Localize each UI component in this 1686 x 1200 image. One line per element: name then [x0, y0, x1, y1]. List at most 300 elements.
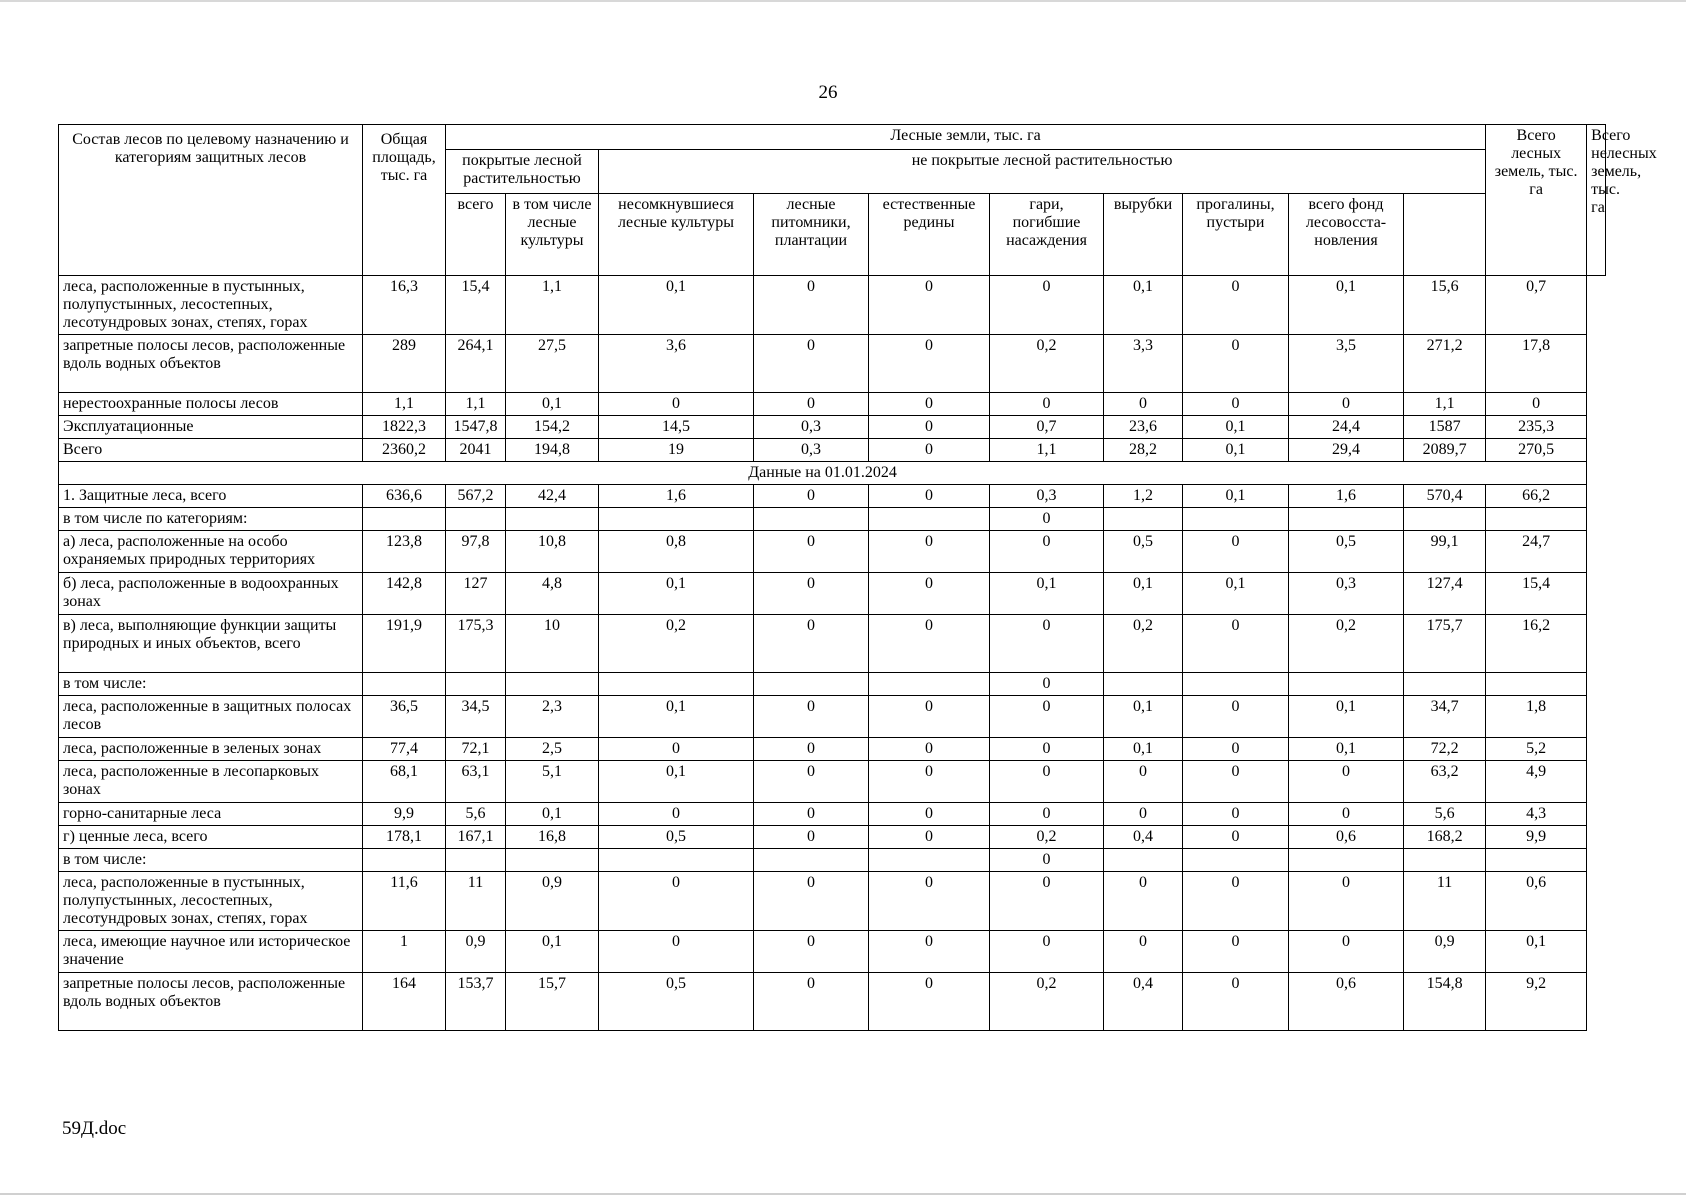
cell-value: 0: [869, 761, 990, 803]
cell-value: 0: [869, 531, 990, 573]
cell-value: 0,1: [506, 803, 599, 826]
cell-value: 178,1: [363, 826, 446, 849]
cell-value: 0: [754, 485, 869, 508]
row-label: запретные полосы лесов, расположенные вдоль водных объектов: [59, 335, 363, 393]
header-not-covered: не покрытые лесной растительностью: [599, 150, 1486, 194]
cell-value: 23,6: [1104, 416, 1183, 439]
row-label: в том числе по категориям:: [59, 508, 363, 531]
cell-value: 5,6: [446, 803, 506, 826]
cell-value: 0,2: [990, 826, 1104, 849]
cell-value: 0,1: [1183, 485, 1289, 508]
cell-value: [1104, 849, 1183, 872]
cell-value: 99,1: [1404, 531, 1486, 573]
cell-value: 0: [1104, 931, 1183, 973]
cell-value: 0: [1183, 826, 1289, 849]
cell-value: [363, 508, 446, 531]
row-label: леса, расположенные в защитных полосах лесов: [59, 696, 363, 738]
cell-value: 0,1: [1104, 696, 1183, 738]
cell-value: 5,6: [1404, 803, 1486, 826]
cell-value: [1289, 849, 1404, 872]
cell-value: 72,2: [1404, 738, 1486, 761]
cell-value: 175,7: [1404, 615, 1486, 673]
cell-value: 289: [363, 335, 446, 393]
cell-value: 0,1: [1486, 931, 1587, 973]
cell-value: 0: [990, 761, 1104, 803]
cell-value: 0,3: [1289, 573, 1404, 615]
cell-value: 72,1: [446, 738, 506, 761]
cell-value: [1486, 508, 1587, 531]
cell-value: 0: [1289, 872, 1404, 931]
cell-value: 34,5: [446, 696, 506, 738]
cell-value: 2089,7: [1404, 439, 1486, 462]
section-title: Данные на 01.01.2024: [59, 462, 1587, 485]
cell-value: 0: [990, 508, 1104, 531]
cell-value: 570,4: [1404, 485, 1486, 508]
table-row: [59, 673, 1606, 696]
cell-value: [869, 849, 990, 872]
cell-value: 1,1: [506, 276, 599, 335]
cell-value: 14,5: [599, 416, 754, 439]
cell-value: 0: [754, 615, 869, 673]
cell-value: 27,5: [506, 335, 599, 393]
cell-value: 0: [754, 573, 869, 615]
cell-value: 0: [1104, 761, 1183, 803]
footer-filename: 59Д.doc: [62, 1118, 127, 1139]
cell-value: 0: [599, 803, 754, 826]
cell-value: 0,3: [754, 416, 869, 439]
cell-value: 0: [869, 573, 990, 615]
cell-value: 153,7: [446, 973, 506, 1031]
header-glades: прогалины, пустыри: [1183, 194, 1289, 276]
cell-value: 0: [754, 931, 869, 973]
cell-value: 0,1: [1104, 573, 1183, 615]
cell-value: 0: [869, 335, 990, 393]
cell-value: 0,4: [1104, 973, 1183, 1031]
table-row: [59, 761, 1606, 803]
header-forest-lands: Лесные земли, тыс. га: [446, 125, 1486, 150]
cell-value: 0: [1183, 931, 1289, 973]
cell-value: 0: [1183, 696, 1289, 738]
cell-value: 11,6: [363, 872, 446, 931]
cell-value: 0,1: [1183, 439, 1289, 462]
table-row: [59, 931, 1606, 973]
header-unclosed-cultures: несомкнувшиеся лесные культуры: [599, 194, 754, 276]
cell-value: 0,2: [990, 335, 1104, 393]
row-label: в) леса, выполняющие функции защиты природных и иных объектов, всего: [59, 615, 363, 673]
cell-value: 0,2: [990, 973, 1104, 1031]
cell-value: 1,1: [446, 393, 506, 416]
cell-value: 271,2: [1404, 335, 1486, 393]
cell-value: 0: [990, 803, 1104, 826]
cell-value: 0: [1183, 803, 1289, 826]
cell-value: 0: [1183, 393, 1289, 416]
scan-edge-bottom: [0, 1193, 1686, 1195]
cell-value: 0: [990, 393, 1104, 416]
cell-value: 1,1: [1404, 393, 1486, 416]
cell-value: [446, 508, 506, 531]
cell-value: 11: [446, 872, 506, 931]
cell-value: [1289, 673, 1404, 696]
row-label: запретные полосы лесов, расположенные вдоль водных объектов: [59, 973, 363, 1031]
cell-value: 0: [869, 803, 990, 826]
cell-value: 636,6: [363, 485, 446, 508]
row-label: б) леса, расположенные в водоохранных зонах: [59, 573, 363, 615]
cell-value: 167,1: [446, 826, 506, 849]
row-label: нерестоохранные полосы лесов: [59, 393, 363, 416]
cell-value: 0: [754, 872, 869, 931]
cell-value: 1: [363, 931, 446, 973]
cell-value: [754, 849, 869, 872]
cell-value: 264,1: [446, 335, 506, 393]
table-row: [59, 508, 1606, 531]
header-sparse: естественные редины: [869, 194, 990, 276]
table-row: [59, 973, 1606, 1031]
cell-value: 0: [754, 335, 869, 393]
cell-value: 15,4: [446, 276, 506, 335]
cell-value: 0: [990, 872, 1104, 931]
cell-value: 0: [1183, 738, 1289, 761]
header-total-area: Общая площадь, тыс. га: [363, 125, 446, 276]
cell-value: 1587: [1404, 416, 1486, 439]
cell-value: 0: [1183, 872, 1289, 931]
table-row: [59, 849, 1606, 872]
row-label: Эксплуатационные: [59, 416, 363, 439]
cell-value: [1486, 673, 1587, 696]
cell-value: [446, 673, 506, 696]
cell-value: 2041: [446, 439, 506, 462]
cell-value: 2,3: [506, 696, 599, 738]
cell-value: 0: [599, 738, 754, 761]
cell-value: [363, 849, 446, 872]
cell-value: 0: [990, 849, 1104, 872]
forest-composition-table: [58, 124, 1657, 1031]
cell-value: 2,5: [506, 738, 599, 761]
cell-value: 0: [754, 276, 869, 335]
header-covered-all: всего: [446, 194, 506, 276]
cell-value: 2360,2: [363, 439, 446, 462]
table-row: [59, 531, 1606, 573]
cell-value: 0: [599, 931, 754, 973]
row-label: г) ценные леса, всего: [59, 826, 363, 849]
table-row: [59, 872, 1606, 931]
cell-value: 1,6: [1289, 485, 1404, 508]
cell-value: 0: [990, 696, 1104, 738]
cell-value: 0,1: [506, 931, 599, 973]
cell-value: [754, 673, 869, 696]
cell-value: [599, 508, 754, 531]
table-row: [59, 573, 1606, 615]
cell-value: [1183, 508, 1289, 531]
header-total-nonforest-lands: Всего нелесных земель, тыс. га: [1587, 125, 1606, 276]
scan-edge-top: [0, 0, 1686, 2]
cell-value: 0: [1183, 276, 1289, 335]
cell-value: 154,2: [506, 416, 599, 439]
cell-value: 164: [363, 973, 446, 1031]
cell-value: 0: [869, 872, 990, 931]
table-row: [59, 803, 1606, 826]
cell-value: 0: [599, 393, 754, 416]
cell-value: 127: [446, 573, 506, 615]
row-label: Всего: [59, 439, 363, 462]
cell-value: [1289, 508, 1404, 531]
table-body-top: [59, 276, 1606, 462]
cell-value: 168,2: [1404, 826, 1486, 849]
cell-value: 0,7: [990, 416, 1104, 439]
cell-value: 1,1: [363, 393, 446, 416]
cell-value: 0,1: [1289, 276, 1404, 335]
cell-value: 0: [754, 738, 869, 761]
cell-value: 0: [869, 738, 990, 761]
cell-value: 9,9: [1486, 826, 1587, 849]
table-row: [59, 335, 1606, 393]
cell-value: 0: [1289, 393, 1404, 416]
cell-value: 0: [1183, 335, 1289, 393]
cell-value: 0,3: [754, 439, 869, 462]
row-label: леса, расположенные в зеленых зонах: [59, 738, 363, 761]
cell-value: 0,9: [1404, 931, 1486, 973]
cell-value: 127,4: [1404, 573, 1486, 615]
cell-value: 66,2: [1486, 485, 1587, 508]
cell-value: 0,6: [1289, 826, 1404, 849]
row-label: горно-санитарные леса: [59, 803, 363, 826]
table-row: [59, 826, 1606, 849]
cell-value: 5,1: [506, 761, 599, 803]
cell-value: [363, 673, 446, 696]
cell-value: 0: [869, 416, 990, 439]
row-label: леса, расположенные в лесопарковых зонах: [59, 761, 363, 803]
cell-value: 0,1: [599, 276, 754, 335]
cell-value: 0: [1183, 615, 1289, 673]
cell-value: [754, 508, 869, 531]
cell-value: 10: [506, 615, 599, 673]
cell-value: 24,4: [1289, 416, 1404, 439]
cell-value: 194,8: [506, 439, 599, 462]
cell-value: 1547,8: [446, 416, 506, 439]
cell-value: 175,3: [446, 615, 506, 673]
cell-value: 0: [1104, 393, 1183, 416]
cell-value: 15,6: [1404, 276, 1486, 335]
cell-value: [1104, 673, 1183, 696]
cell-value: 0: [869, 973, 990, 1031]
cell-value: 0: [869, 485, 990, 508]
cell-value: 68,1: [363, 761, 446, 803]
cell-value: 0,9: [506, 872, 599, 931]
cell-value: 0,2: [1289, 615, 1404, 673]
cell-value: [599, 673, 754, 696]
forest-table-container: [58, 124, 1657, 1031]
cell-value: 0,5: [1289, 531, 1404, 573]
cell-value: 191,9: [363, 615, 446, 673]
row-label: в том числе:: [59, 673, 363, 696]
row-label: леса, расположенные в пустынных, полупустынных, лесостепных, лесотундровых зонах, степях, горах: [59, 872, 363, 931]
cell-value: 0,6: [1289, 973, 1404, 1031]
cell-value: 270,5: [1486, 439, 1587, 462]
cell-value: 0: [1104, 803, 1183, 826]
cell-value: 0,5: [599, 826, 754, 849]
cell-value: 0: [1289, 931, 1404, 973]
cell-value: 0: [869, 276, 990, 335]
cell-value: 0,3: [990, 485, 1104, 508]
table-body-bottom: [59, 485, 1606, 1031]
cell-value: 9,9: [363, 803, 446, 826]
row-label: леса, расположенные в пустынных, полупустынных, лесостепных, лесотундровых зонах, степях, горах: [59, 276, 363, 335]
cell-value: [1404, 849, 1486, 872]
cell-value: 10,8: [506, 531, 599, 573]
table-row: [59, 615, 1606, 673]
cell-value: 77,4: [363, 738, 446, 761]
cell-value: 0: [869, 826, 990, 849]
cell-value: 0: [599, 872, 754, 931]
header-composition: Состав лесов по целевому назначению и категориям защитных лесов: [59, 125, 363, 276]
cell-value: 0: [869, 439, 990, 462]
cell-value: 0: [754, 826, 869, 849]
header-nurseries: лесные питомники, плантации: [754, 194, 869, 276]
cell-value: [1404, 508, 1486, 531]
cell-value: 0,1: [990, 573, 1104, 615]
cell-value: 0,9: [446, 931, 506, 973]
table-row: [59, 485, 1606, 508]
cell-value: [506, 673, 599, 696]
cell-value: 3,5: [1289, 335, 1404, 393]
cell-value: 0: [869, 696, 990, 738]
cell-value: [506, 849, 599, 872]
cell-value: 36,5: [363, 696, 446, 738]
cell-value: 0: [1183, 531, 1289, 573]
cell-value: 63,2: [1404, 761, 1486, 803]
cell-value: 16,8: [506, 826, 599, 849]
page-number: 26: [818, 82, 838, 103]
cell-value: 0: [1183, 973, 1289, 1031]
cell-value: 15,7: [506, 973, 599, 1031]
cell-value: 0,1: [1104, 738, 1183, 761]
table-row: [59, 393, 1606, 416]
cell-value: [506, 508, 599, 531]
header-total-forest-lands: Всего лесных земель, тыс. га: [1486, 125, 1587, 276]
cell-value: 4,8: [506, 573, 599, 615]
cell-value: 0: [869, 393, 990, 416]
cell-value: 0: [1289, 761, 1404, 803]
cell-value: 16,2: [1486, 615, 1587, 673]
cell-value: 0: [754, 696, 869, 738]
cell-value: 0: [1486, 393, 1587, 416]
cell-value: 11: [1404, 872, 1486, 931]
cell-value: 235,3: [1486, 416, 1587, 439]
cell-value: 29,4: [1289, 439, 1404, 462]
cell-value: 3,6: [599, 335, 754, 393]
cell-value: 3,3: [1104, 335, 1183, 393]
cell-value: [1404, 673, 1486, 696]
table-row: [59, 276, 1606, 335]
cell-value: [869, 673, 990, 696]
header-covered: покрытые лесной растительностью: [446, 150, 599, 194]
cell-value: 97,8: [446, 531, 506, 573]
cell-value: [869, 508, 990, 531]
row-label: 1. Защитные леса, всего: [59, 485, 363, 508]
cell-value: 0,4: [1104, 826, 1183, 849]
row-label: а) леса, расположенные на особо охраняемых природных территориях: [59, 531, 363, 573]
cell-value: 0: [754, 803, 869, 826]
cell-value: 154,8: [1404, 973, 1486, 1031]
cell-value: 0: [1104, 872, 1183, 931]
cell-value: 0: [990, 738, 1104, 761]
cell-value: 0,1: [1183, 573, 1289, 615]
cell-value: [1183, 673, 1289, 696]
cell-value: 0: [754, 393, 869, 416]
table-row: [59, 738, 1606, 761]
cell-value: 0,1: [1183, 416, 1289, 439]
cell-value: 9,2: [1486, 973, 1587, 1031]
header-reforest-fund: всего фонд лесовосстановления: [1289, 194, 1404, 276]
cell-value: 0: [754, 761, 869, 803]
cell-value: 17,8: [1486, 335, 1587, 393]
cell-value: 0,1: [1289, 738, 1404, 761]
table-row: [59, 696, 1606, 738]
cell-value: 0,2: [599, 615, 754, 673]
cell-value: 1,8: [1486, 696, 1587, 738]
cell-value: 0: [990, 276, 1104, 335]
cell-value: 0: [990, 531, 1104, 573]
cell-value: 0,7: [1486, 276, 1587, 335]
header-incl-cultures: в том числе лесные культуры: [506, 194, 599, 276]
row-label: леса, имеющие научное или историческое значение: [59, 931, 363, 973]
cell-value: 42,4: [506, 485, 599, 508]
cell-value: 0,1: [506, 393, 599, 416]
cell-value: 1,2: [1104, 485, 1183, 508]
cell-value: [1104, 508, 1183, 531]
cell-value: [446, 849, 506, 872]
cell-value: 1822,3: [363, 416, 446, 439]
header-burnt: гари, погибшие насаждения: [990, 194, 1104, 276]
cell-value: 142,8: [363, 573, 446, 615]
cell-value: 567,2: [446, 485, 506, 508]
cell-value: 1,6: [599, 485, 754, 508]
cell-value: 15,4: [1486, 573, 1587, 615]
cell-value: 123,8: [363, 531, 446, 573]
cell-value: 5,2: [1486, 738, 1587, 761]
cell-value: 0,5: [1104, 531, 1183, 573]
cell-value: 1,1: [990, 439, 1104, 462]
cell-value: [599, 849, 754, 872]
cell-value: 4,9: [1486, 761, 1587, 803]
cell-value: 0: [1183, 761, 1289, 803]
cell-value: 0: [990, 931, 1104, 973]
cell-value: 28,2: [1104, 439, 1183, 462]
cell-value: 19: [599, 439, 754, 462]
cell-value: 0: [869, 615, 990, 673]
cell-value: 0: [754, 973, 869, 1031]
cell-value: 0: [869, 931, 990, 973]
cell-value: 24,7: [1486, 531, 1587, 573]
table-row: [59, 416, 1606, 439]
cell-value: 0: [990, 673, 1104, 696]
cell-value: 16,3: [363, 276, 446, 335]
cell-value: 0,2: [1104, 615, 1183, 673]
table-section-divider: [59, 462, 1606, 485]
header-cuttings: вырубки: [1104, 194, 1183, 276]
cell-value: 0,1: [599, 761, 754, 803]
cell-value: 0: [990, 615, 1104, 673]
cell-value: 34,7: [1404, 696, 1486, 738]
row-label: в том числе:: [59, 849, 363, 872]
cell-value: 0: [754, 531, 869, 573]
cell-value: 4,3: [1486, 803, 1587, 826]
cell-value: 0,1: [1104, 276, 1183, 335]
cell-value: [1183, 849, 1289, 872]
cell-value: 0,5: [599, 973, 754, 1031]
cell-value: 0,8: [599, 531, 754, 573]
cell-value: 0,6: [1486, 872, 1587, 931]
cell-value: [1486, 849, 1587, 872]
